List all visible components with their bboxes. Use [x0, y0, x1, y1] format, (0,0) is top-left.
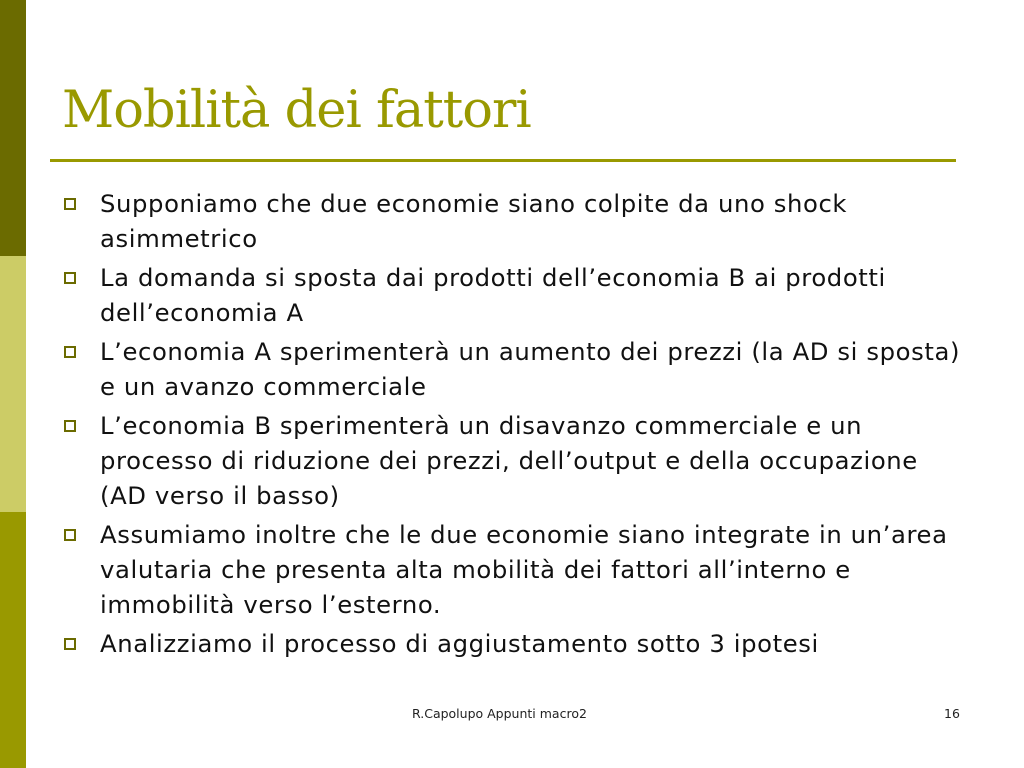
sidebar-stripe-light: [0, 256, 26, 512]
hollow-square-bullet-icon: [64, 529, 76, 541]
title-underline: [50, 159, 956, 162]
bullet-text: L’economia A sperimenterà un aumento dei prezzi (la AD si sposta) e un avanzo commerciale: [100, 337, 961, 401]
bullet-text: Assumiamo inoltre che le due economie siano integrate in un’area valutaria che presenta alta mobilità dei fattori all’interno e immobilità verso l’esterno.: [100, 520, 948, 619]
hollow-square-bullet-icon: [64, 272, 76, 284]
bullet-item-3: [62, 334, 972, 404]
bullet-text: L’economia B sperimenterà un disavanzo commerciale e un processo di riduzione dei prezzi, dell’output e della occupazione (AD verso il basso): [100, 411, 918, 510]
bullet-item-4: [62, 408, 972, 513]
bullet-item-6: [62, 626, 972, 661]
bullet-item-5: [62, 517, 972, 622]
slide-title: Mobilità dei fattori: [62, 81, 531, 140]
footer-author: R.Capolupo Appunti macro2: [412, 706, 587, 721]
hollow-square-bullet-icon: [64, 346, 76, 358]
hollow-square-bullet-icon: [64, 198, 76, 210]
bullet-item-1: [62, 186, 972, 256]
bullet-text: Analizziamo il processo di aggiustamento sotto 3 ipotesi: [100, 629, 819, 658]
bullet-list: [62, 186, 972, 665]
sidebar-stripe-dark: [0, 0, 26, 256]
sidebar-stripe-olive: [0, 512, 26, 768]
bullet-text: Supponiamo che due economie siano colpite da uno shock asimmetrico: [100, 189, 848, 253]
bullet-text: La domanda si sposta dai prodotti dell’economia B ai prodotti dell’economia A: [100, 263, 886, 327]
page-number: 16: [944, 706, 960, 721]
hollow-square-bullet-icon: [64, 420, 76, 432]
bullet-item-2: [62, 260, 972, 330]
hollow-square-bullet-icon: [64, 638, 76, 650]
